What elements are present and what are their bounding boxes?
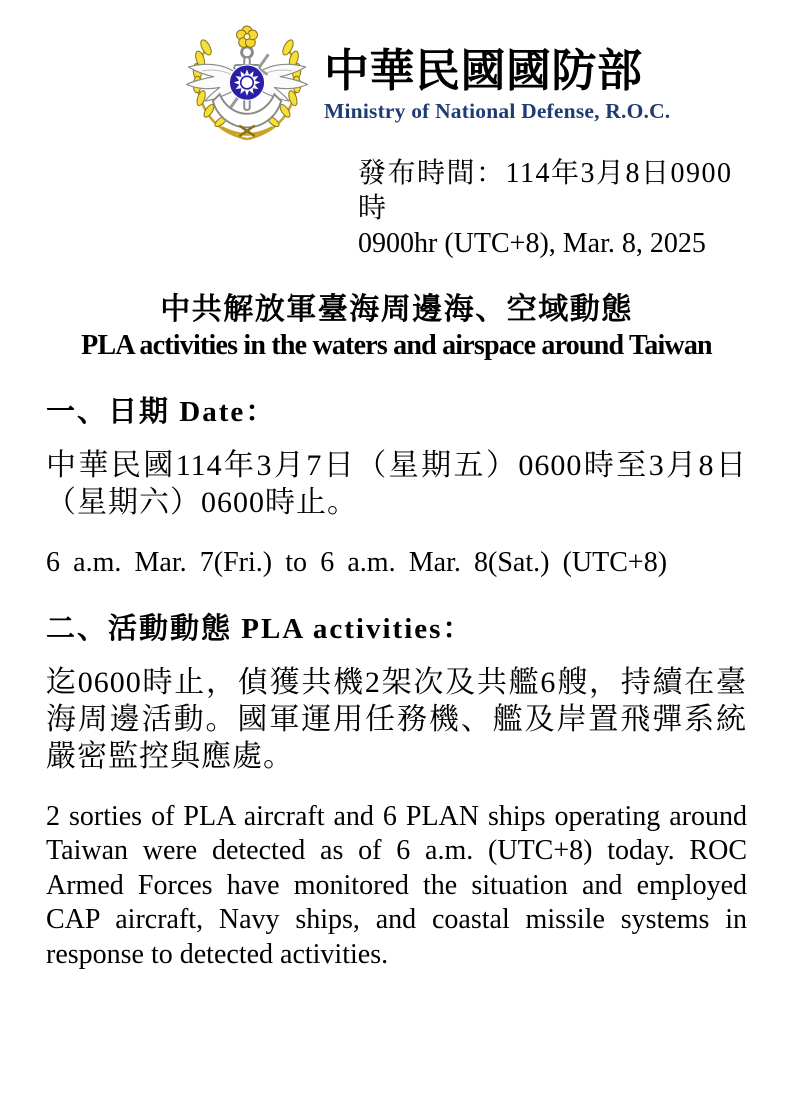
section-activities-paragraph-en: 2 sorties of PLA aircraft and 6 PLAN ships operating around Taiwan were detected as of 6 a.m. (UTC+8) today. ROC Armed Forces have monitored the situation and employed CAP aircraft, Navy ships, and coastal missile systems in response to detected activities. [46, 800, 747, 970]
header [46, 24, 747, 146]
document-title [46, 291, 747, 364]
org-name-en: Ministry of National Defense, R.O.C. [324, 99, 671, 124]
mnd-emblem-icon [178, 24, 316, 146]
document-title-en: PLA activities in the waters and airspace around Taiwan [81, 330, 712, 361]
section-date [46, 394, 747, 581]
section-activities [46, 611, 747, 973]
section-date-heading: 一、日期 Date： [46, 396, 277, 428]
release-time-zh: 發布時間：114年3月8日0900時 [358, 158, 733, 224]
release-time-en: 0900hr (UTC+8), Mar. 8, 2025 [358, 228, 706, 259]
org-name-block [324, 46, 670, 124]
release-time-block [358, 156, 747, 261]
section-date-paragraph-en: 6 a.m. Mar. 7(Fri.) to 6 a.m. Mar. 8(Sat.) (UTC+8) [46, 547, 668, 578]
org-name-zh: 中華民國國防部 [324, 46, 643, 96]
section-date-paragraph-zh: 中華民國114年3月7日（星期五）0600時至3月8日（星期六）0600時止。 [46, 449, 747, 519]
section-activities-paragraph-zh: 迄0600時止，偵獲共機2架次及共艦6艘，持續在臺海周邊活動。國軍運用任務機、艦及岸置飛彈系統嚴密監控與應處。 [46, 665, 747, 773]
section-activities-heading: 二、活動動態 PLA activities： [46, 612, 474, 645]
document-title-zh: 中共解放軍臺海周邊海、空域動態 [160, 293, 633, 326]
